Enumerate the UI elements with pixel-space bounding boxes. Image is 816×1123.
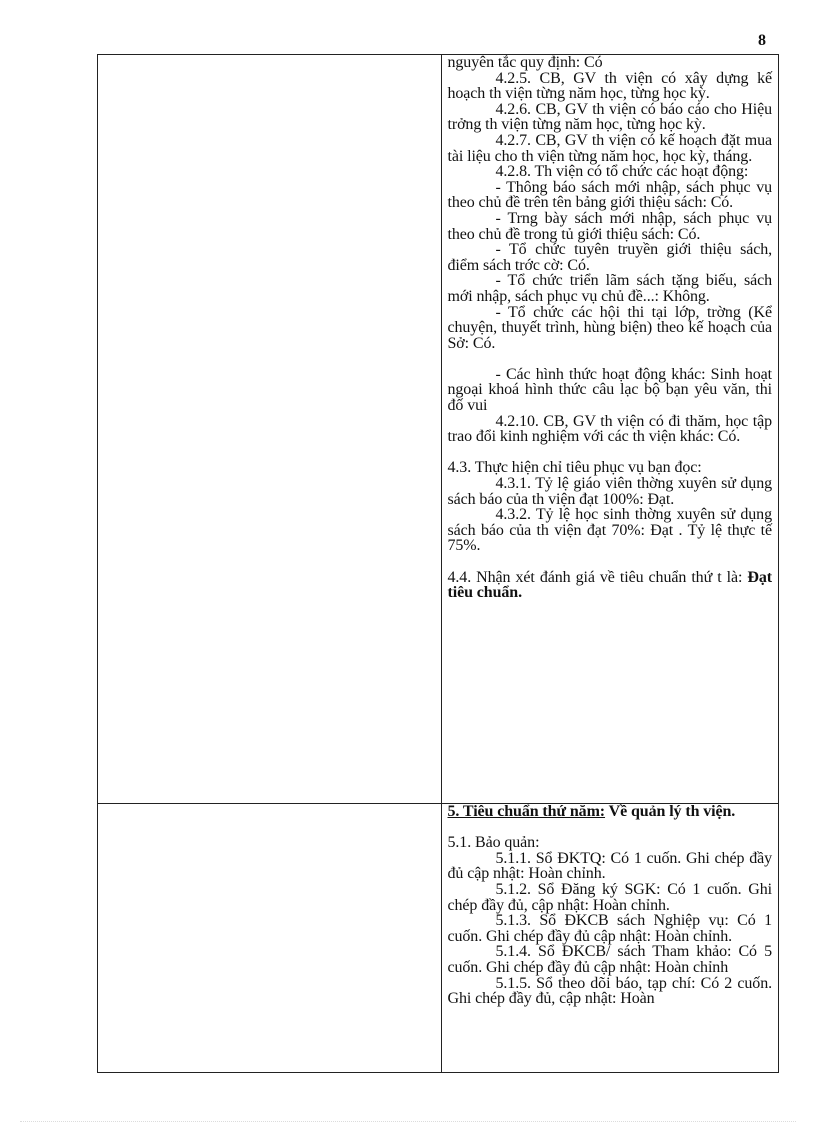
- paragraph: - Tổ chức triển lãm sách tặng biếu, sách mới nhập, sách phục vụ chủ đề...: Không.: [447, 272, 772, 305]
- criterion-5-body: [442, 804, 779, 1072]
- paragraph: 5.1.3. Sổ ĐKCB sách Nghiệp vụ: Có 1 cuốn. Ghi chép đầy đủ cập nhật: Hoàn chỉnh.: [447, 912, 772, 945]
- assessment-prefix: 4.4. Nhận xét đánh giá về tiêu chuẩn thứ t là:: [447, 568, 748, 586]
- blank-line: [448, 445, 773, 461]
- paragraph: nguyên tắc quy định: Có: [447, 55, 603, 71]
- paragraph: 5.1. Bảo quản:: [447, 834, 540, 852]
- page-bottom-divider: [20, 1121, 796, 1122]
- left-cell-empty: [98, 55, 442, 804]
- paragraph-list: [448, 55, 773, 570]
- blank-line: [448, 820, 773, 836]
- paragraph: 4.2.6. CB, GV th viện có báo cáo cho Hiệu trởng th viện từng năm học, từng học kỳ.: [447, 100, 772, 134]
- page-number: 8: [758, 32, 766, 49]
- paragraph: 4.2.5. CB, GV th viện có xây dựng kế hoạch th viện từng năm học, từng học kỳ.: [447, 69, 772, 103]
- right-cell-content: [441, 804, 779, 1073]
- paragraph: 5.1.5. Sổ theo dõi báo, tạp chí: Có 2 cuốn. Ghi chép đầy đủ, cập nhật: Hoàn: [447, 974, 772, 1008]
- blank-line: [448, 554, 773, 570]
- paragraph: 5.1.4. Sổ ĐKCB/ sách Tham khảo: Có 5 cuốn. Ghi chép đầy đủ cập nhật: Hoàn chỉnh: [447, 943, 772, 976]
- paragraph: 5.1.1. Sổ ĐKTQ: Có 1 cuốn. Ghi chép đầy đủ cập nhật: Hoàn chỉnh.: [447, 849, 772, 883]
- section-heading-title: Về quản lý th viện.: [605, 804, 736, 820]
- paragraph: - Tổ chức các hội thi tại lớp, trờng (Kể chuyện, thuyết trình, hùng biện) theo kế hoạch của Sở: Có.: [447, 303, 772, 352]
- document-table: [97, 54, 779, 1073]
- paragraph: 4.3.2. Tỷ lệ học sinh thờng xuyên sử dụng sách báo của th viện đạt 70%: Đạt . Tỷ lệ thực tế 75%.: [447, 506, 772, 555]
- paragraph: 5.1.2. Sổ Đăng ký SGK: Có 1 cuốn. Ghi chép đầy đủ, cập nhật: Hoàn chỉnh.: [447, 880, 772, 914]
- assessment-result: Đạt tiêu chuẩn.: [447, 568, 772, 602]
- table-row: [98, 804, 779, 1073]
- paragraph: - Các hình thức hoạt động khác: Sinh hoạt ngoại khoá hình thức câu lạc bộ bạn yêu văn, thi đố vui: [447, 365, 772, 415]
- blank-line: [448, 351, 773, 367]
- table-row: [98, 55, 779, 804]
- paragraph: - Tổ chức tuyên truyền giới thiệu sách, điểm sách trớc cờ: Có.: [447, 241, 772, 274]
- paragraph: 4.3.1. Tỷ lệ giáo viên thờng xuyên sử dụng sách báo của th viện đạt 100%: Đạt.: [447, 475, 772, 508]
- section-heading: [448, 804, 773, 820]
- paragraph: 4.2.8. Th viện có tổ chức các hoạt động:: [495, 163, 749, 181]
- paragraph: - Thông báo sách mới nhập, sách phục vụ theo chủ đề trên tên bảng giới thiệu sách: Có.: [447, 178, 772, 212]
- left-cell-empty: [98, 804, 442, 1073]
- right-cell-content: [441, 55, 779, 804]
- section-heading-label: 5. Tiêu chuẩn thứ năm:: [447, 804, 606, 820]
- paragraph: - Trng bày sách mới nhập, sách phục vụ theo chủ đề trong tủ giới thiệu sách: Có.: [447, 209, 772, 243]
- criterion-4-body: [442, 55, 779, 803]
- paragraph-list: [448, 820, 773, 1007]
- paragraph: 4.2.10. CB, GV th viện có đi thăm, học tập trao đổi kinh nghiệm với các th viện khác: Có.: [447, 412, 772, 446]
- assessment-line: [448, 570, 773, 601]
- paragraph: 4.2.7. CB, GV th viện có kế hoạch đặt mua tài liệu cho th viện từng năm học, học kỳ, tháng.: [447, 131, 772, 165]
- paragraph: 4.3. Thực hiện chỉ tiêu phục vụ bạn đọc:: [447, 459, 702, 477]
